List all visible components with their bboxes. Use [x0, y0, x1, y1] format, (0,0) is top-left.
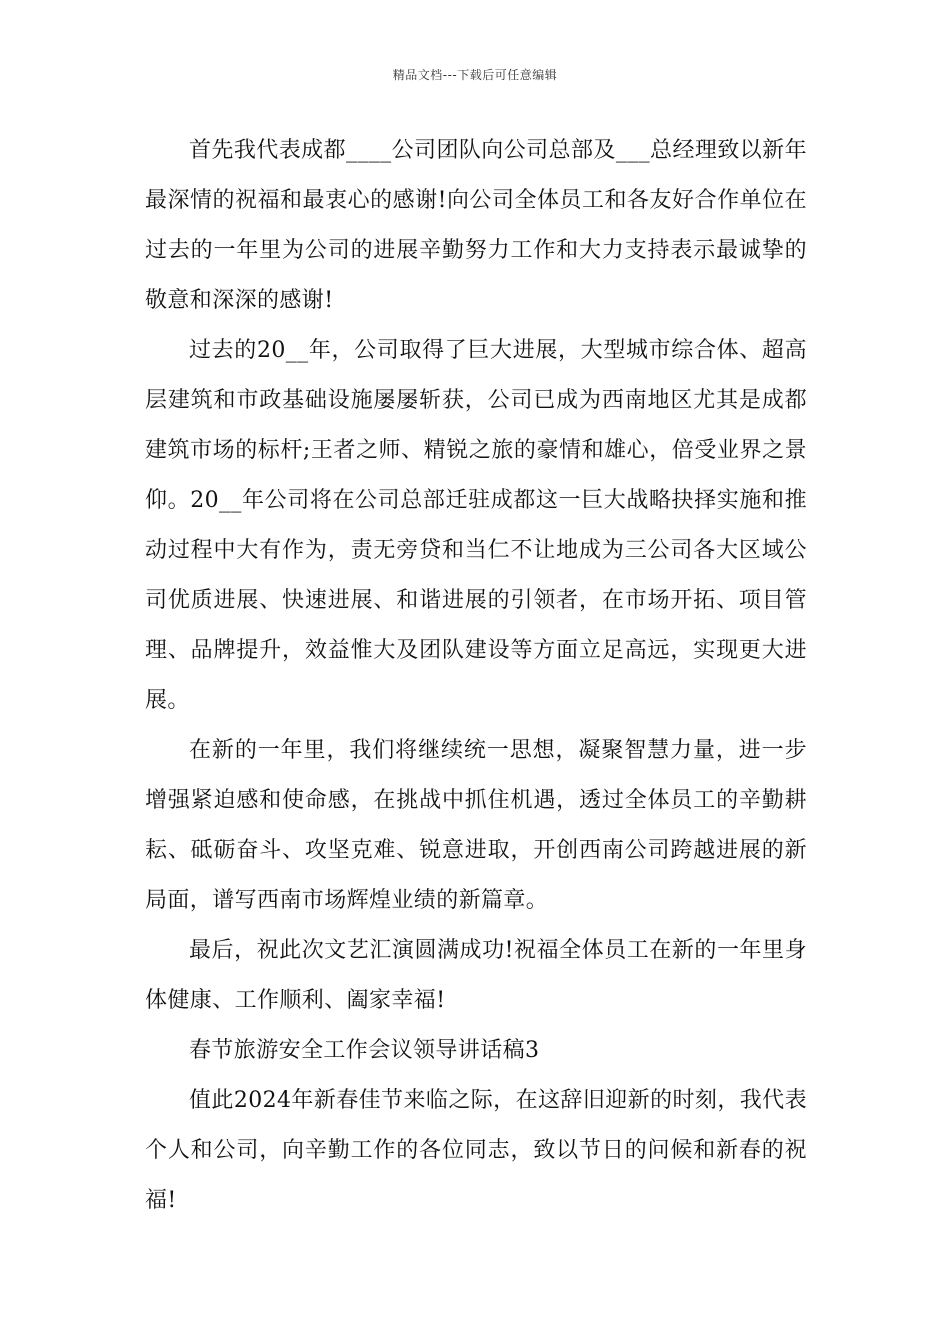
paragraph-closing: 最后，祝此次文艺汇演圆满成功!祝福全体员工在新的一年里身体健康、工作顺利、阖家幸福! [145, 938, 807, 1013]
paragraph-thanks: 首先我代表成都____公司团队向公司总部及___总经理致以新年最深情的祝福和最衷心的感谢!向公司全体员工和各友好合作单位在过去的一年里为公司的进展辛勤努力工作和大力支持表示最诚挚的敬意和深深的感谢! [145, 138, 807, 313]
page-header: 精品文档---下载后可任意编辑 [392, 68, 558, 82]
paragraph-review: 过去的20__年，公司取得了巨大进展，大型城市综合体、超高层建筑和市政基础设施屡屡斩获，公司已成为西南地区尤其是成都建筑市场的标杆;王者之师、精锐之旅的豪情和雄心，倍受业界之景仰。20__年公司将在公司总部迁驻成都这一巨大战略抉择实施和推动过程中大有作为，责无旁贷和当仁不让地成为三公司各大区域公司优质进展、快速进展、和谐进展的引领者，在市场开拓、项目管理、品牌提升，效益惟大及团队建设等方面立足高远，实现更大进展。 [145, 338, 807, 713]
document-body [145, 126, 807, 1226]
section-title: 春节旅游安全工作会议领导讲话稿3 [189, 1038, 540, 1063]
paragraph-greeting: 值此2024年新春佳节来临之际，在这辞旧迎新的时刻，我代表个人和公司，向辛勤工作的各位同志，致以节日的问候和新春的祝福! [145, 1088, 807, 1213]
paragraph-new-year: 在新的一年里，我们将继续统一思想，凝聚智慧力量，进一步增强紧迫感和使命感，在挑战中抓住机遇，透过全体员工的辛勤耕耘、砥砺奋斗、攻坚克难、锐意进取，开创西南公司跨越进展的新局面，谱写西南市场辉煌业绩的新篇章。 [145, 738, 807, 913]
